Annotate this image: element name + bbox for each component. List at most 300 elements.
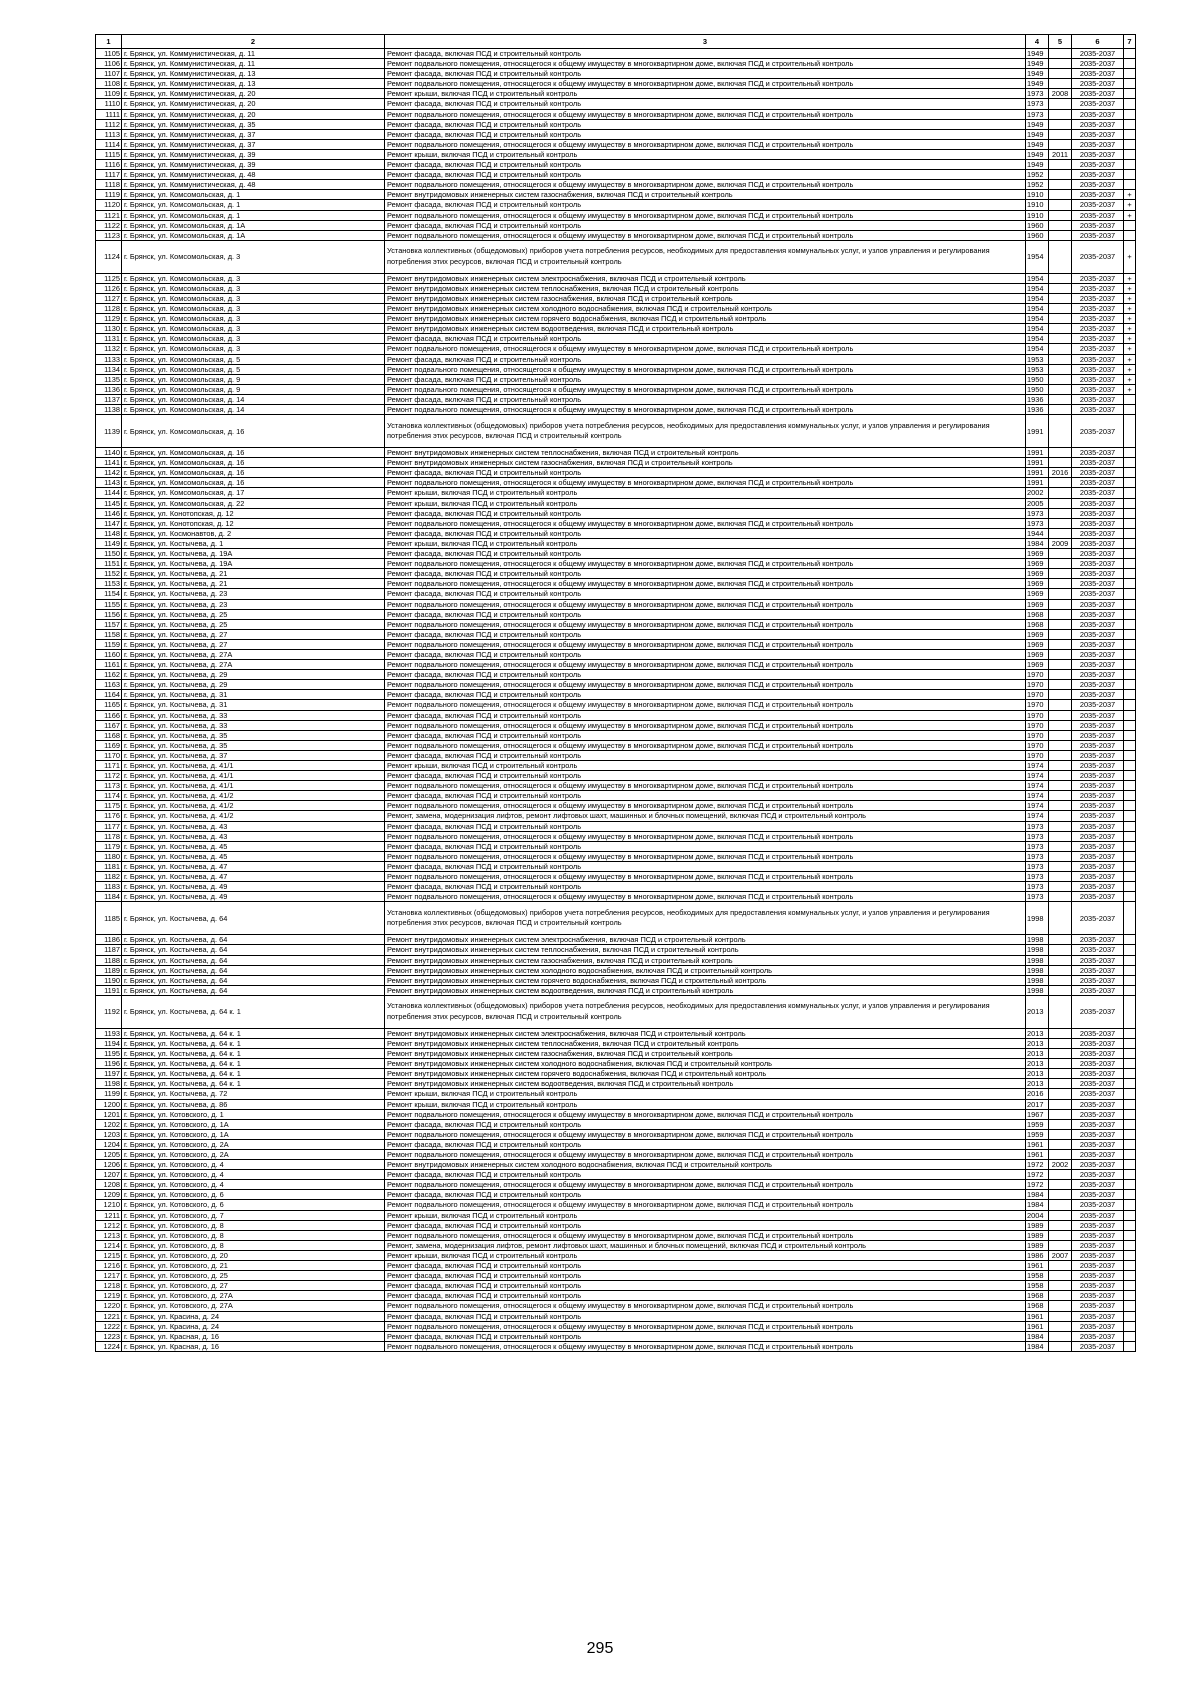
planned-period-cell: 2035-2037 — [1072, 1059, 1124, 1069]
planned-period-cell: 2035-2037 — [1072, 1210, 1124, 1220]
work-type-cell: Ремонт подвального помещения, относящегося к общему имуществу в многоквартирном доме, включая ПСД и строительный контроль — [385, 1341, 1026, 1351]
build-year-cell: 1910 — [1026, 190, 1049, 200]
planned-period-cell: 2035-2037 — [1072, 498, 1124, 508]
planned-period-cell: 2035-2037 — [1072, 569, 1124, 579]
planned-period-cell: 2035-2037 — [1072, 119, 1124, 129]
build-year-cell: 1973 — [1026, 892, 1049, 902]
build-year-cell: 1973 — [1026, 872, 1049, 882]
work-type-cell: Ремонт крыши, включая ПСД и строительный контроль — [385, 488, 1026, 498]
row-number: 1215 — [96, 1250, 122, 1260]
flag-cell: + — [1124, 190, 1136, 200]
address-cell: г. Брянск, ул. Котовского, д. 27А — [122, 1291, 385, 1301]
last-repair-year-cell — [1049, 1240, 1072, 1250]
last-repair-year-cell — [1049, 965, 1072, 975]
flag-cell — [1124, 975, 1136, 985]
table-row — [96, 384, 1136, 394]
flag-cell — [1124, 1038, 1136, 1048]
build-year-cell: 1961 — [1026, 1261, 1049, 1271]
planned-period-cell: 2035-2037 — [1072, 771, 1124, 781]
flag-cell: + — [1124, 324, 1136, 334]
build-year-cell: 1954 — [1026, 293, 1049, 303]
row-number: 1165 — [96, 700, 122, 710]
work-type-cell: Ремонт фасада, включая ПСД и строительный контроль — [385, 1331, 1026, 1341]
last-repair-year-cell — [1049, 1281, 1072, 1291]
address-cell: г. Брянск, ул. Комсомольская, д. 16 — [122, 468, 385, 478]
last-repair-year-cell — [1049, 892, 1072, 902]
planned-period-cell: 2035-2037 — [1072, 1089, 1124, 1099]
flag-cell — [1124, 559, 1136, 569]
address-cell: г. Брянск, ул. Костычева, д. 64 к. 1 — [122, 1069, 385, 1079]
address-cell: г. Брянск, ул. Костычева, д. 64 к. 1 — [122, 1028, 385, 1038]
last-repair-year-cell — [1049, 354, 1072, 364]
planned-period-cell: 2035-2037 — [1072, 139, 1124, 149]
flag-cell — [1124, 508, 1136, 518]
flag-cell — [1124, 1250, 1136, 1260]
planned-period-cell: 2035-2037 — [1072, 314, 1124, 324]
address-cell: г. Брянск, ул. Костычева, д. 27 — [122, 639, 385, 649]
build-year-cell: 1989 — [1026, 1240, 1049, 1250]
row-number: 1190 — [96, 975, 122, 985]
planned-period-cell: 2035-2037 — [1072, 955, 1124, 965]
last-repair-year-cell: 2009 — [1049, 538, 1072, 548]
planned-period-cell: 2035-2037 — [1072, 1049, 1124, 1059]
flag-cell: + — [1124, 364, 1136, 374]
page-number: 295 — [586, 1640, 614, 1657]
table-row — [96, 59, 1136, 69]
last-repair-year-cell — [1049, 405, 1072, 415]
address-cell: г. Брянск, ул. Комсомольская, д. 3 — [122, 273, 385, 283]
build-year-cell: 1991 — [1026, 468, 1049, 478]
last-repair-year-cell — [1049, 811, 1072, 821]
last-repair-year-cell — [1049, 374, 1072, 384]
flag-cell — [1124, 538, 1136, 548]
flag-cell — [1124, 119, 1136, 129]
row-number: 1219 — [96, 1291, 122, 1301]
row-number: 1170 — [96, 750, 122, 760]
work-type-cell: Ремонт внутридомовых инженерных систем холодного водоснабжения, включая ПСД и строительный контроль — [385, 965, 1026, 975]
address-cell: г. Брянск, ул. Костычева, д. 27А — [122, 649, 385, 659]
work-type-cell: Ремонт внутридомовых инженерных систем теплоснабжения, включая ПСД и строительный контроль — [385, 283, 1026, 293]
last-repair-year-cell — [1049, 945, 1072, 955]
last-repair-year-cell — [1049, 1301, 1072, 1311]
address-cell: г. Брянск, ул. Красина, д. 24 — [122, 1321, 385, 1331]
flag-cell — [1124, 1170, 1136, 1180]
address-cell: г. Брянск, ул. Костычева, д. 64 к. 1 — [122, 1038, 385, 1048]
build-year-cell: 1969 — [1026, 639, 1049, 649]
work-type-cell: Ремонт фасада, включая ПСД и строительный контроль — [385, 589, 1026, 599]
address-cell: г. Брянск, ул. Котовского, д. 27 — [122, 1281, 385, 1291]
last-repair-year-cell — [1049, 680, 1072, 690]
flag-cell: + — [1124, 384, 1136, 394]
table-row — [96, 811, 1136, 821]
build-year-cell: 1949 — [1026, 59, 1049, 69]
last-repair-year-cell — [1049, 1261, 1072, 1271]
build-year-cell: 1970 — [1026, 690, 1049, 700]
last-repair-year-cell — [1049, 293, 1072, 303]
build-year-cell: 1954 — [1026, 324, 1049, 334]
table-row — [96, 1291, 1136, 1301]
build-year-cell: 1973 — [1026, 821, 1049, 831]
planned-period-cell: 2035-2037 — [1072, 861, 1124, 871]
address-cell: г. Брянск, ул. Костычева, д. 1 — [122, 538, 385, 548]
table-row — [96, 1129, 1136, 1139]
work-type-cell: Ремонт внутридомовых инженерных систем горячего водоснабжения, включая ПСД и строительный контроль — [385, 1069, 1026, 1079]
work-type-cell: Ремонт подвального помещения, относящегося к общему имуществу в многоквартирном доме, включая ПСД и строительный контроль — [385, 518, 1026, 528]
address-cell: г. Брянск, ул. Конотопская, д. 12 — [122, 508, 385, 518]
build-year-cell: 2013 — [1026, 1028, 1049, 1038]
table-row — [96, 364, 1136, 374]
row-number: 1203 — [96, 1129, 122, 1139]
build-year-cell: 1958 — [1026, 1271, 1049, 1281]
flag-cell — [1124, 811, 1136, 821]
flag-cell — [1124, 394, 1136, 404]
row-number: 1191 — [96, 985, 122, 995]
planned-period-cell: 2035-2037 — [1072, 690, 1124, 700]
build-year-cell: 1960 — [1026, 230, 1049, 240]
build-year-cell: 1961 — [1026, 1150, 1049, 1160]
build-year-cell: 2004 — [1026, 1210, 1049, 1220]
work-type-cell: Ремонт подвального помещения, относящегося к общему имуществу в многоквартирном доме, включая ПСД и строительный контроль — [385, 639, 1026, 649]
last-repair-year-cell — [1049, 210, 1072, 220]
work-type-cell: Ремонт подвального помещения, относящегося к общему имуществу в многоквартирном доме, включая ПСД и строительный контроль — [385, 1109, 1026, 1119]
row-number: 1168 — [96, 730, 122, 740]
last-repair-year-cell — [1049, 334, 1072, 344]
last-repair-year-cell — [1049, 1089, 1072, 1099]
planned-period-cell: 2035-2037 — [1072, 293, 1124, 303]
build-year-cell: 1969 — [1026, 660, 1049, 670]
build-year-cell: 1936 — [1026, 405, 1049, 415]
flag-cell — [1124, 1119, 1136, 1129]
build-year-cell: 1968 — [1026, 1301, 1049, 1311]
flag-cell — [1124, 690, 1136, 700]
table-row — [96, 354, 1136, 364]
address-cell: г. Брянск, ул. Комсомольская, д. 22 — [122, 498, 385, 508]
header-cell-7: 7 — [1124, 35, 1136, 49]
last-repair-year-cell — [1049, 99, 1072, 109]
table-row — [96, 119, 1136, 129]
table-row — [96, 538, 1136, 548]
work-type-cell: Ремонт подвального помещения, относящегося к общему имуществу в многоквартирном доме, включая ПСД и строительный контроль — [385, 1129, 1026, 1139]
last-repair-year-cell — [1049, 985, 1072, 995]
flag-cell — [1124, 1311, 1136, 1321]
flag-cell — [1124, 1028, 1136, 1038]
row-number: 1132 — [96, 344, 122, 354]
row-number: 1223 — [96, 1331, 122, 1341]
planned-period-cell: 2035-2037 — [1072, 619, 1124, 629]
build-year-cell: 1952 — [1026, 180, 1049, 190]
table-row — [96, 1119, 1136, 1129]
header-cell-5: 5 — [1049, 35, 1072, 49]
table-row — [96, 1109, 1136, 1119]
flag-cell: + — [1124, 240, 1136, 273]
planned-period-cell: 2035-2037 — [1072, 508, 1124, 518]
table-row — [96, 1180, 1136, 1190]
table-row — [96, 1150, 1136, 1160]
last-repair-year-cell — [1049, 609, 1072, 619]
build-year-cell: 1961 — [1026, 1139, 1049, 1149]
work-type-cell: Ремонт подвального помещения, относящегося к общему имуществу в многоквартирном доме, включая ПСД и строительный контроль — [385, 139, 1026, 149]
last-repair-year-cell — [1049, 771, 1072, 781]
work-type-cell: Ремонт подвального помещения, относящегося к общему имуществу в многоквартирном доме, включая ПСД и строительный контроль — [385, 405, 1026, 415]
work-type-cell: Ремонт фасада, включая ПСД и строительный контроль — [385, 1311, 1026, 1321]
table-row — [96, 791, 1136, 801]
flag-cell — [1124, 730, 1136, 740]
table-row — [96, 639, 1136, 649]
last-repair-year-cell — [1049, 458, 1072, 468]
row-number: 1150 — [96, 549, 122, 559]
table-row — [96, 1271, 1136, 1281]
table-row — [96, 599, 1136, 609]
build-year-cell: 1970 — [1026, 740, 1049, 750]
table-row — [96, 1210, 1136, 1220]
last-repair-year-cell — [1049, 1341, 1072, 1351]
flag-cell — [1124, 892, 1136, 902]
address-cell: г. Брянск, ул. Комсомольская, д. 3 — [122, 240, 385, 273]
work-type-cell: Ремонт фасада, включая ПСД и строительный контроль — [385, 882, 1026, 892]
last-repair-year-cell — [1049, 720, 1072, 730]
work-type-cell: Ремонт подвального помещения, относящегося к общему имуществу в многоквартирном доме, включая ПСД и строительный контроль — [385, 559, 1026, 569]
flag-cell — [1124, 458, 1136, 468]
build-year-cell: 1989 — [1026, 1220, 1049, 1230]
work-type-cell: Ремонт фасада, включая ПСД и строительный контроль — [385, 750, 1026, 760]
build-year-cell: 1991 — [1026, 415, 1049, 448]
planned-period-cell: 2035-2037 — [1072, 1079, 1124, 1089]
planned-period-cell: 2035-2037 — [1072, 720, 1124, 730]
planned-period-cell: 2035-2037 — [1072, 700, 1124, 710]
work-type-cell: Ремонт фасада, включая ПСД и строительный контроль — [385, 49, 1026, 59]
flag-cell — [1124, 1220, 1136, 1230]
flag-cell — [1124, 955, 1136, 965]
address-cell: г. Брянск, ул. Костычева, д. 29 — [122, 670, 385, 680]
table-row — [96, 220, 1136, 230]
address-cell: г. Брянск, ул. Костычева, д. 31 — [122, 690, 385, 700]
table-row — [96, 1220, 1136, 1230]
table-row — [96, 1341, 1136, 1351]
header-cell-1: 1 — [96, 35, 122, 49]
table-row — [96, 945, 1136, 955]
address-cell: г. Брянск, ул. Котовского, д. 4 — [122, 1160, 385, 1170]
work-type-cell: Ремонт фасада, включая ПСД и строительный контроль — [385, 1261, 1026, 1271]
planned-period-cell: 2035-2037 — [1072, 1341, 1124, 1351]
build-year-cell: 1973 — [1026, 89, 1049, 99]
last-repair-year-cell — [1049, 670, 1072, 680]
work-type-cell: Ремонт крыши, включая ПСД и строительный контроль — [385, 498, 1026, 508]
table-row — [96, 629, 1136, 639]
planned-period-cell: 2035-2037 — [1072, 1200, 1124, 1210]
last-repair-year-cell — [1049, 119, 1072, 129]
build-year-cell: 1972 — [1026, 1160, 1049, 1170]
planned-period-cell: 2035-2037 — [1072, 69, 1124, 79]
row-number: 1126 — [96, 283, 122, 293]
last-repair-year-cell — [1049, 1331, 1072, 1341]
address-cell: г. Брянск, ул. Котовского, д. 6 — [122, 1200, 385, 1210]
build-year-cell: 1969 — [1026, 549, 1049, 559]
table-row — [96, 1059, 1136, 1069]
flag-cell — [1124, 680, 1136, 690]
build-year-cell: 1998 — [1026, 985, 1049, 995]
table-row — [96, 458, 1136, 468]
work-type-cell: Ремонт фасада, включая ПСД и строительный контроль — [385, 170, 1026, 180]
planned-period-cell: 2035-2037 — [1072, 945, 1124, 955]
work-type-cell: Ремонт фасада, включая ПСД и строительный контроль — [385, 220, 1026, 230]
planned-period-cell: 2035-2037 — [1072, 468, 1124, 478]
table-row — [96, 690, 1136, 700]
row-number: 1137 — [96, 394, 122, 404]
work-type-cell: Ремонт подвального помещения, относящегося к общему имуществу в многоквартирном доме, включая ПСД и строительный контроль — [385, 831, 1026, 841]
planned-period-cell: 2035-2037 — [1072, 811, 1124, 821]
flag-cell: + — [1124, 334, 1136, 344]
planned-period-cell: 2035-2037 — [1072, 559, 1124, 569]
build-year-cell: 1954 — [1026, 334, 1049, 344]
planned-period-cell: 2035-2037 — [1072, 149, 1124, 159]
last-repair-year-cell — [1049, 1230, 1072, 1240]
work-type-cell: Ремонт подвального помещения, относящегося к общему имуществу в многоквартирном доме, включая ПСД и строительный контроль — [385, 740, 1026, 750]
table-row — [96, 1079, 1136, 1089]
flag-cell — [1124, 1059, 1136, 1069]
last-repair-year-cell — [1049, 488, 1072, 498]
address-cell: г. Брянск, ул. Красина, д. 24 — [122, 1311, 385, 1321]
row-number: 1195 — [96, 1049, 122, 1059]
work-type-cell: Ремонт подвального помещения, относящегося к общему имуществу в многоквартирном доме, включая ПСД и строительный контроль — [385, 660, 1026, 670]
table-row — [96, 559, 1136, 569]
flag-cell: + — [1124, 374, 1136, 384]
table-row — [96, 619, 1136, 629]
row-number: 1192 — [96, 995, 122, 1028]
flag-cell — [1124, 801, 1136, 811]
address-cell: г. Брянск, ул. Котовского, д. 1А — [122, 1129, 385, 1139]
address-cell: г. Брянск, ул. Комсомольская, д. 16 — [122, 458, 385, 468]
last-repair-year-cell — [1049, 599, 1072, 609]
planned-period-cell: 2035-2037 — [1072, 670, 1124, 680]
last-repair-year-cell — [1049, 579, 1072, 589]
planned-period-cell: 2035-2037 — [1072, 1220, 1124, 1230]
planned-period-cell: 2035-2037 — [1072, 89, 1124, 99]
table-row — [96, 680, 1136, 690]
planned-period-cell: 2035-2037 — [1072, 680, 1124, 690]
address-cell: г. Брянск, ул. Коммунистическая, д. 48 — [122, 170, 385, 180]
row-number: 1107 — [96, 69, 122, 79]
planned-period-cell: 2035-2037 — [1072, 1331, 1124, 1341]
flag-cell — [1124, 488, 1136, 498]
flag-cell — [1124, 220, 1136, 230]
address-cell: г. Брянск, ул. Котовского, д. 4 — [122, 1170, 385, 1180]
planned-period-cell: 2035-2037 — [1072, 1139, 1124, 1149]
row-number: 1124 — [96, 240, 122, 273]
flag-cell — [1124, 569, 1136, 579]
table-row — [96, 700, 1136, 710]
work-type-cell: Ремонт крыши, включая ПСД и строительный контроль — [385, 1250, 1026, 1260]
row-number: 1135 — [96, 374, 122, 384]
work-type-cell: Ремонт фасада, включая ПСД и строительный контроль — [385, 629, 1026, 639]
flag-cell — [1124, 1190, 1136, 1200]
build-year-cell: 1959 — [1026, 1129, 1049, 1139]
planned-period-cell: 2035-2037 — [1072, 478, 1124, 488]
row-number: 1213 — [96, 1230, 122, 1240]
row-number: 1181 — [96, 861, 122, 871]
build-year-cell: 1973 — [1026, 851, 1049, 861]
flag-cell — [1124, 995, 1136, 1028]
row-number: 1205 — [96, 1150, 122, 1160]
table-row — [96, 831, 1136, 841]
flag-cell — [1124, 639, 1136, 649]
table-row — [96, 801, 1136, 811]
row-number: 1153 — [96, 579, 122, 589]
address-cell: г. Брянск, ул. Костычева, д. 21 — [122, 579, 385, 589]
last-repair-year-cell — [1049, 394, 1072, 404]
build-year-cell: 1973 — [1026, 99, 1049, 109]
work-type-cell: Установка коллективных (общедомовых) приборов учета потребления ресурсов, необходимых для предоставления коммунальных услуг, и узлов управления и регулирования потребления этих ресурсов, включая ПСД и строительный контроль — [385, 415, 1026, 448]
flag-cell: + — [1124, 344, 1136, 354]
table-row — [96, 180, 1136, 190]
work-type-cell: Ремонт фасада, включая ПСД и строительный контроль — [385, 119, 1026, 129]
row-number: 1164 — [96, 690, 122, 700]
work-type-cell: Ремонт фасада, включая ПСД и строительный контроль — [385, 791, 1026, 801]
last-repair-year-cell — [1049, 1139, 1072, 1149]
row-number: 1130 — [96, 324, 122, 334]
work-type-cell: Ремонт внутридомовых инженерных систем горячего водоснабжения, включая ПСД и строительный контроль — [385, 975, 1026, 985]
flag-cell — [1124, 415, 1136, 448]
work-type-cell: Ремонт внутридомовых инженерных систем водоотведения, включая ПСД и строительный контроль — [385, 1079, 1026, 1089]
work-type-cell: Ремонт фасада, включая ПСД и строительный контроль — [385, 1271, 1026, 1281]
last-repair-year-cell — [1049, 1069, 1072, 1079]
row-number: 1161 — [96, 660, 122, 670]
work-type-cell: Ремонт подвального помещения, относящегося к общему имуществу в многоквартирном доме, включая ПСД и строительный контроль — [385, 720, 1026, 730]
flag-cell — [1124, 1069, 1136, 1079]
flag-cell: + — [1124, 283, 1136, 293]
flag-cell — [1124, 771, 1136, 781]
build-year-cell: 2013 — [1026, 1038, 1049, 1048]
flag-cell — [1124, 528, 1136, 538]
last-repair-year-cell — [1049, 791, 1072, 801]
address-cell: г. Брянск, ул. Котовского, д. 1 — [122, 1109, 385, 1119]
flag-cell — [1124, 781, 1136, 791]
address-cell: г. Брянск, ул. Комсомольская, д. 16 — [122, 415, 385, 448]
flag-cell: + — [1124, 354, 1136, 364]
address-cell: г. Брянск, ул. Костычева, д. 27 — [122, 629, 385, 639]
last-repair-year-cell — [1049, 1190, 1072, 1200]
work-type-cell: Установка коллективных (общедомовых) приборов учета потребления ресурсов, необходимых для предоставления коммунальных услуг, и узлов управления и регулирования потребления этих ресурсов, включая ПСД и строительный контроль — [385, 240, 1026, 273]
row-number: 1158 — [96, 629, 122, 639]
planned-period-cell: 2035-2037 — [1072, 975, 1124, 985]
build-year-cell: 1969 — [1026, 599, 1049, 609]
table-row — [96, 730, 1136, 740]
flag-cell — [1124, 1089, 1136, 1099]
planned-period-cell: 2035-2037 — [1072, 210, 1124, 220]
address-cell: г. Брянск, ул. Костычева, д. 23 — [122, 589, 385, 599]
table-row — [96, 1200, 1136, 1210]
row-number: 1214 — [96, 1240, 122, 1250]
build-year-cell: 1969 — [1026, 569, 1049, 579]
build-year-cell: 1960 — [1026, 220, 1049, 230]
table-row — [96, 1170, 1136, 1180]
row-number: 1149 — [96, 538, 122, 548]
table-row — [96, 528, 1136, 538]
work-type-cell: Ремонт внутридомовых инженерных систем теплоснабжения, включая ПСД и строительный контроль — [385, 1038, 1026, 1048]
build-year-cell: 1969 — [1026, 579, 1049, 589]
row-number: 1207 — [96, 1170, 122, 1180]
table-row — [96, 1099, 1136, 1109]
address-cell: г. Брянск, ул. Костычева, д. 41/2 — [122, 791, 385, 801]
row-number: 1142 — [96, 468, 122, 478]
work-type-cell: Ремонт подвального помещения, относящегося к общему имуществу в многоквартирном доме, включая ПСД и строительный контроль — [385, 1200, 1026, 1210]
table-row — [96, 882, 1136, 892]
work-type-cell: Ремонт внутридомовых инженерных систем теплоснабжения, включая ПСД и строительный контроль — [385, 448, 1026, 458]
address-cell: г. Брянск, ул. Коммунистическая, д. 39 — [122, 160, 385, 170]
table-row — [96, 1069, 1136, 1079]
flag-cell — [1124, 882, 1136, 892]
build-year-cell: 1910 — [1026, 210, 1049, 220]
last-repair-year-cell — [1049, 1038, 1072, 1048]
